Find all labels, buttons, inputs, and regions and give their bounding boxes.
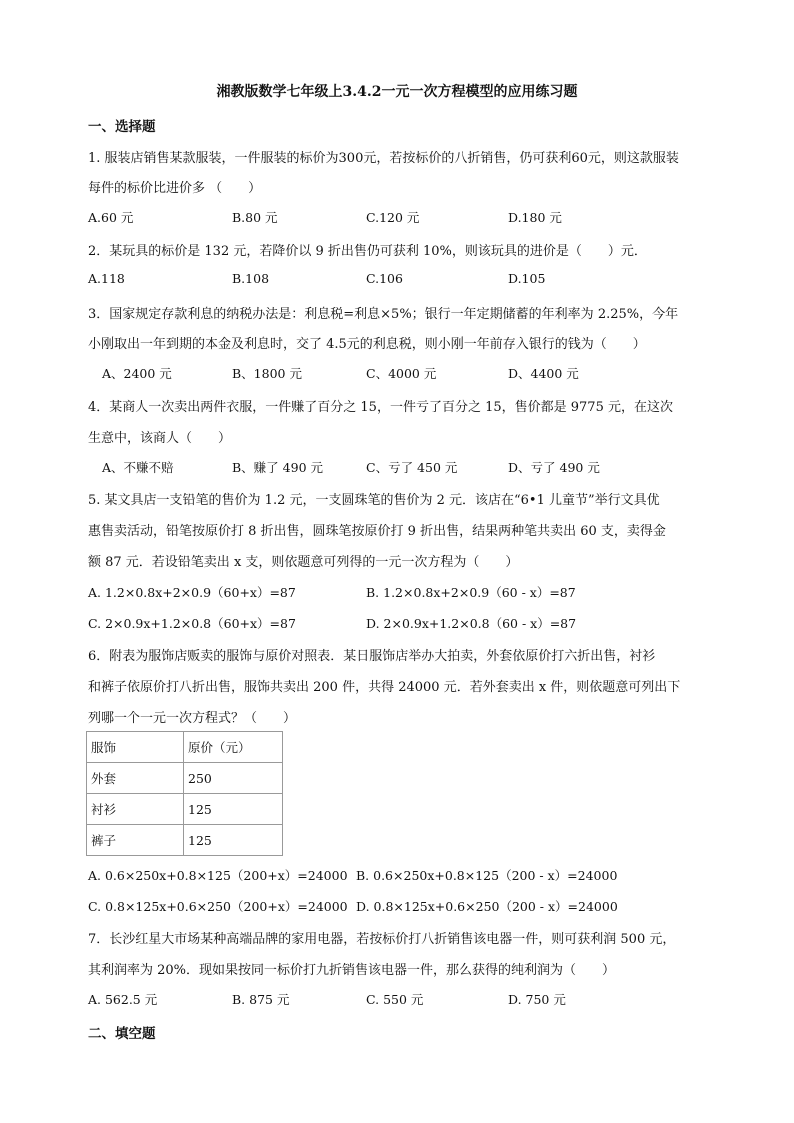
question-5-option-d: D. 2×0.9x+1.2×0.8（60 - x）=87 bbox=[366, 616, 577, 631]
question-6-text-line-2: 和裤子依原价打八折出售，服饰共卖出 200 件，共得 24000 元．若外套卖出 x 件，则依题意可列出下 bbox=[88, 680, 681, 695]
question-3-option-c: C、4000 元 bbox=[366, 366, 437, 381]
table-cell: 125 bbox=[184, 794, 283, 825]
table-cell: 250 bbox=[184, 763, 283, 794]
table-cell: 125 bbox=[184, 825, 283, 856]
question-4-option-c: C、亏了 450 元 bbox=[366, 460, 458, 475]
question-7-option-d: D. 750 元 bbox=[508, 992, 566, 1007]
table-cell: 衬衫 bbox=[87, 794, 184, 825]
table-cell: 外套 bbox=[87, 763, 184, 794]
question-3-option-d: D、4400 元 bbox=[508, 366, 579, 381]
question-1-option-c: C.120 元 bbox=[366, 210, 420, 225]
question-3-option-a: A、2400 元 bbox=[102, 366, 172, 381]
question-2-option-c: C.106 bbox=[366, 271, 403, 286]
question-7-text-line-1: 7．长沙红星大市场某种高端品牌的家用电器，若按标价打八折销售该电器一件，则可获利润 500 元， bbox=[88, 932, 676, 947]
question-7-option-b: B. 875 元 bbox=[232, 992, 290, 1007]
question-7-text-line-2: 其利润率为 20%．现如果按同一标价打九折销售该电器一件，那么获得的纯利润为（ ） bbox=[88, 963, 616, 978]
table-header-cell: 原价（元） bbox=[184, 732, 283, 763]
table-row bbox=[87, 763, 283, 794]
table-cell: 裤子 bbox=[87, 825, 184, 856]
question-6-option-a: A. 0.6×250x+0.8×125（200+x）=24000 bbox=[88, 868, 348, 883]
question-1-option-b: B.80 元 bbox=[232, 210, 278, 225]
question-5-text-line-3: 额 87 元．若设铅笔卖出 x 支，则依题意可列得的一元一次方程为（ ） bbox=[88, 555, 519, 570]
question-4-text-line-1: 4．某商人一次卖出两件衣服，一件赚了百分之 15，一件亏了百分之 15，售价都是 9775 元，在这次 bbox=[88, 400, 673, 415]
question-1-option-d: D.180 元 bbox=[508, 210, 562, 225]
question-5-option-a: A. 1.2×0.8x+2×0.9（60+x）=87 bbox=[88, 585, 296, 600]
question-6-text-line-3: 列哪一个一元一次方程式？（ ） bbox=[88, 711, 297, 726]
table-header-row bbox=[87, 732, 283, 763]
question-5-option-b: B. 1.2×0.8x+2×0.9（60 - x）=87 bbox=[366, 585, 576, 600]
question-5-text-line-2: 惠售卖活动，铅笔按原价打 8 折出售，圆珠笔按原价打 9 折出售，结果两种笔共卖出 60 支，卖得金 bbox=[88, 524, 666, 539]
question-5-text-line-1: 5. 某文具店一支铅笔的售价为 1.2 元，一支圆珠笔的售价为 2 元．该店在“6•1 儿童节”举行文具优 bbox=[88, 493, 660, 508]
question-6-option-c: C. 0.8×125x+0.6×250（200+x）=24000 bbox=[88, 899, 348, 914]
question-5-option-c: C. 2×0.9x+1.2×0.8（60+x）=87 bbox=[88, 616, 296, 631]
section-heading-choice: 一、选择题 bbox=[88, 119, 156, 135]
question-2-option-a: A.118 bbox=[88, 271, 125, 286]
question-4-option-a: A、不赚不赔 bbox=[102, 460, 174, 475]
question-3-text-line-1: 3．国家规定存款利息的纳税办法是：利息税=利息×5%；银行一年定期储蓄的年利率为 2.25%，今年 bbox=[88, 307, 679, 322]
question-6-option-b: B. 0.6×250x+0.8×125（200 - x）=24000 bbox=[356, 868, 618, 883]
table-row bbox=[87, 794, 283, 825]
section-heading-fill-blank: 二、填空题 bbox=[88, 1026, 156, 1042]
question-3-text-line-2: 小刚取出一年到期的本金及利息时，交了 4.5元的利息税，则小刚一年前存入银行的钱为（ ） bbox=[88, 337, 646, 352]
question-4-text-line-2: 生意中，该商人（ ） bbox=[88, 431, 232, 446]
document-title: 湘教版数学七年级上3.4.2一元一次方程模型的应用练习题 bbox=[216, 84, 578, 100]
question-4-option-d: D、亏了 490 元 bbox=[508, 460, 600, 475]
table-header-cell: 服饰 bbox=[87, 732, 184, 763]
question-6-option-d: D. 0.8×125x+0.6×250（200 - x）=24000 bbox=[356, 899, 618, 914]
clothing-price-table bbox=[86, 731, 283, 856]
question-2-option-b: B.108 bbox=[232, 271, 270, 286]
question-6-text-line-1: 6．附表为服饰店贩卖的服饰与原价对照表．某日服饰店举办大拍卖，外套依原价打六折出售，衬衫 bbox=[88, 649, 656, 664]
question-4-option-b: B、赚了 490 元 bbox=[232, 460, 323, 475]
question-2-text-line-1: 2．某玩具的标价是 132 元，若降价以 9 折出售仍可获利 10%，则该玩具的进价是（ ）元． bbox=[88, 244, 647, 259]
question-7-option-c: C. 550 元 bbox=[366, 992, 424, 1007]
table-row bbox=[87, 825, 283, 856]
question-2-option-d: D.105 bbox=[508, 271, 546, 286]
question-1-text-line-1: 1. 服装店销售某款服装，一件服装的标价为300元，若按标价的八折销售，仍可获利60元，则这款服装 bbox=[88, 151, 679, 166]
question-3-option-b: B、1800 元 bbox=[232, 366, 302, 381]
question-1-text-line-2: 每件的标价比进价多 （ ） bbox=[88, 181, 262, 196]
question-7-option-a: A. 562.5 元 bbox=[88, 992, 158, 1007]
question-1-option-a: A.60 元 bbox=[88, 210, 134, 225]
